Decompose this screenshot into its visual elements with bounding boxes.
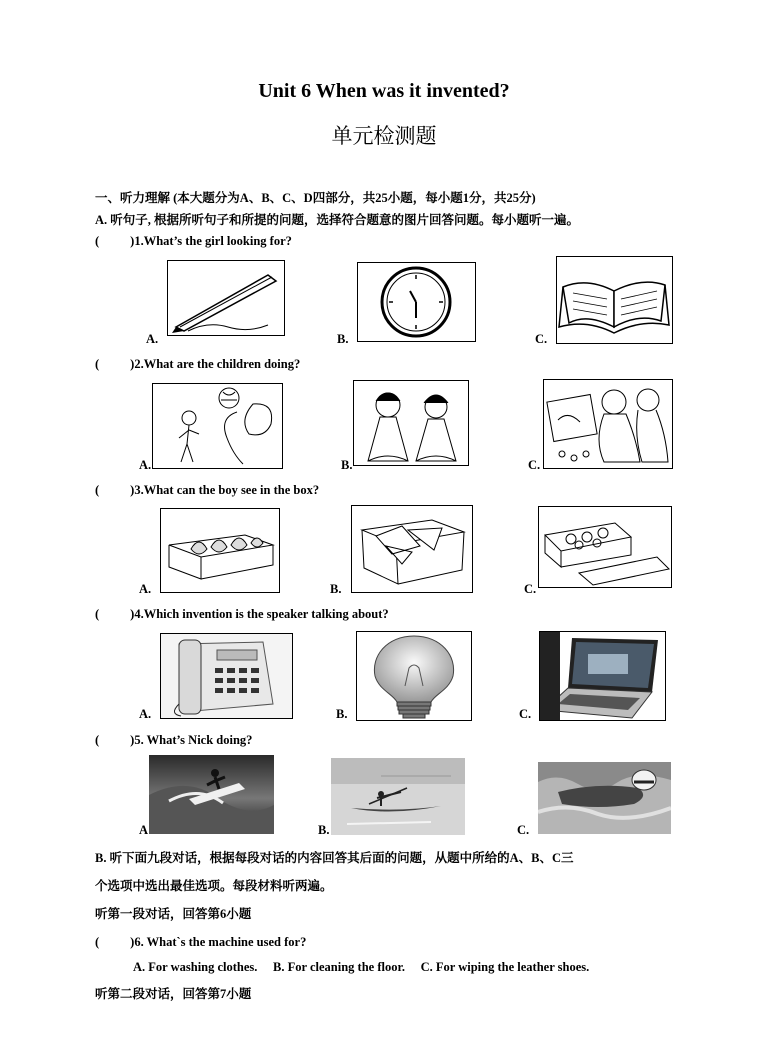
question-text: 2.What are the children doing? bbox=[134, 357, 301, 371]
option-label-c[interactable]: C. bbox=[517, 823, 530, 837]
telephone-photo bbox=[160, 633, 293, 719]
dialog-2-intro: 听第二段对话，回答第7小题 bbox=[95, 987, 252, 1001]
question-text: 5. What’s Nick doing? bbox=[134, 733, 253, 747]
answer-bracket-close: ) bbox=[130, 234, 135, 248]
question-2 bbox=[95, 356, 300, 372]
book-drawing bbox=[556, 256, 673, 344]
question-text: 1.What’s the girl looking for? bbox=[134, 234, 292, 248]
option-label-b[interactable]: B. bbox=[336, 707, 348, 721]
children-playing-ball-drawing bbox=[152, 383, 283, 469]
answer-bracket-close: ) bbox=[130, 733, 135, 747]
option-label-a[interactable]: A. bbox=[139, 458, 152, 472]
part-a-instruction: A. 听句子, 根据所听句子和所提的问题，选择符合题意的图片回答问题。每小题听一遍。 bbox=[95, 213, 580, 227]
question-text: 3.What can the boy see in the box? bbox=[134, 483, 320, 497]
pencil-drawing bbox=[167, 260, 285, 336]
section-heading: 一、听力理解 (本大题分为A、B、C、D四部分，共25小题，每小题1分，共25分) bbox=[95, 191, 536, 205]
swimming-photo bbox=[538, 762, 671, 834]
girls-eating-drawing bbox=[353, 380, 469, 466]
option-label-c[interactable]: C. bbox=[524, 582, 537, 596]
question-4 bbox=[95, 606, 389, 622]
surfing-photo bbox=[149, 755, 274, 834]
option-label-a[interactable]: A. bbox=[139, 582, 152, 596]
answer-bracket-open: ( bbox=[95, 234, 100, 248]
question-6 bbox=[95, 934, 306, 950]
part-b-instruction-line2: 个选项中选出最佳选项。每段材料听两遍。 bbox=[95, 879, 333, 893]
box-of-strawberries-drawing bbox=[160, 508, 280, 593]
box-of-flowers-drawing bbox=[538, 506, 672, 588]
part-b-instruction-line1: B. 听下面九段对话，根据每段对话的内容回答其后面的问题，从题中所给的A、B、C三 bbox=[95, 851, 574, 865]
option-label-c[interactable]: C. bbox=[535, 332, 548, 346]
answer-bracket-close: ) bbox=[130, 357, 135, 371]
answer-bracket-open: ( bbox=[95, 733, 100, 747]
page-subtitle: 单元检测题 bbox=[331, 124, 437, 148]
option-label-c[interactable]: C. bbox=[528, 458, 541, 472]
option-label-b[interactable]: B. bbox=[341, 458, 353, 472]
answer-bracket-open: ( bbox=[95, 483, 100, 497]
clock-drawing bbox=[357, 262, 476, 342]
answer-bracket-open: ( bbox=[95, 607, 100, 621]
dialog-1-intro: 听第一段对话，回答第6小题 bbox=[95, 907, 252, 921]
question-3 bbox=[95, 482, 319, 498]
box-of-paper-drawing bbox=[351, 505, 473, 593]
light-bulb-photo bbox=[356, 631, 472, 721]
option-label-a[interactable]: A bbox=[139, 823, 149, 837]
option-label-a[interactable]: A. bbox=[139, 707, 152, 721]
answer-bracket-close: ) bbox=[130, 483, 135, 497]
children-drawing-picture-drawing bbox=[543, 379, 673, 469]
answer-bracket-close: ) bbox=[130, 607, 135, 621]
laptop-photo bbox=[539, 631, 666, 721]
page-title: Unit 6 When was it invented? bbox=[258, 80, 510, 102]
answer-bracket-open: ( bbox=[95, 357, 100, 371]
option-label-b[interactable]: B. bbox=[330, 582, 342, 596]
option-label-c[interactable]: C. bbox=[519, 707, 532, 721]
question-1 bbox=[95, 233, 292, 249]
option-label-b[interactable]: B. bbox=[337, 332, 349, 346]
question-6-options[interactable]: A. For washing clothes. B. For cleaning the floor. C. For wiping the leather shoes. bbox=[133, 960, 590, 974]
option-label-b[interactable]: B. bbox=[318, 823, 330, 837]
answer-bracket-open: ( bbox=[95, 935, 100, 949]
kayaking-photo bbox=[331, 758, 465, 835]
question-text: 6. What`s the machine used for? bbox=[134, 935, 307, 949]
question-5 bbox=[95, 732, 252, 748]
answer-bracket-close: ) bbox=[130, 935, 135, 949]
option-label-a[interactable]: A. bbox=[146, 332, 159, 346]
question-text: 4.Which invention is the speaker talking about? bbox=[134, 607, 389, 621]
